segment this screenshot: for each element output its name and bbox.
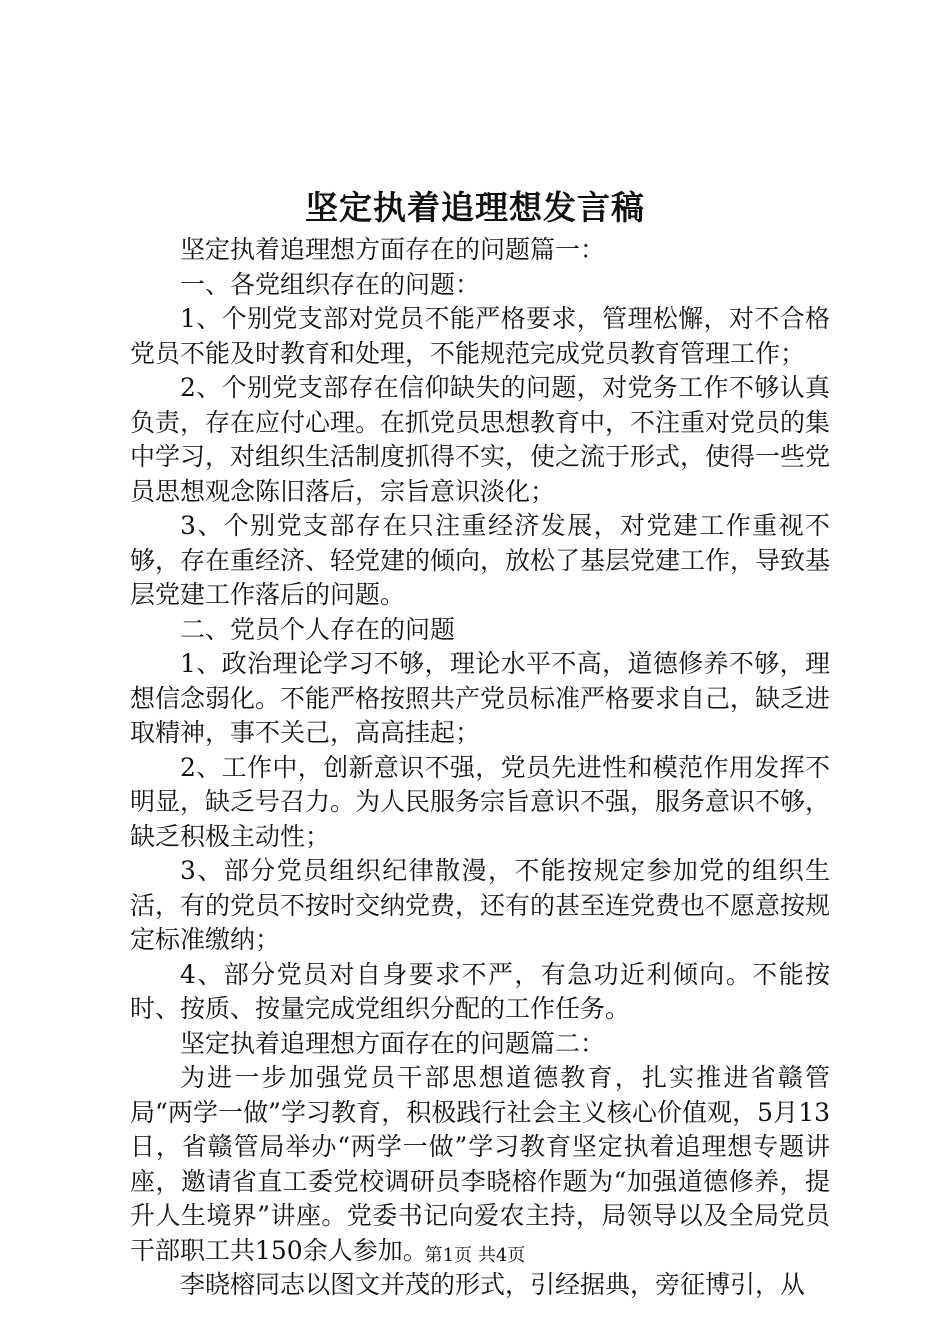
paragraph: 一、各党组织存在的问题： [180,269,481,299]
document-title: 坚定执着追理想发言稿 [305,188,645,227]
page-footer: 第1页 共4页 [424,1245,526,1266]
paragraph: 3、个别党支部存在只注重经济发展，对党建工作重视不够，存在重经济、轻党建的倾向，放松了基层党建工作，导致基层党建工作落后的问题。 [130,511,831,609]
paragraph: 1、政治理论学习不够，理论水平不高，道德修养不够，理想信念弱化。不能严格按照共产党员标准严格要求自己，缺乏进取精神，事不关己，高高挂起； [130,649,831,747]
paragraph: 为进一步加强党员干部思想道德教育，扎实推进省赣管局“两学一做”学习教育，积极践行社会主义核心价值观，5月13日，省赣管局举办“两学一做”学习教育坚定执着追理想专题讲座，邀请省直工委党校调研员李晓榕作题为“加强道德修养，提升人生境界”讲座。党委书记向爱农主持，局领导以及全局党员干部职工共150余人参加。 [130,1063,830,1265]
document-body [130,233,830,1303]
paragraph: 2、个别党支部存在信仰缺失的问题，对党务工作不够认真负责，存在应付心理。在抓党员思想教育中，不注重对党员的集中学习，对组织生活制度抓得不实，使之流于形式，使得一些党员思想观念陈旧落后，宗旨意识淡化； [130,373,831,506]
paragraph: 4、部分党员对自身要求不严，有急功近利倾向。不能按时、按质、按量完成党组织分配的工作任务。 [130,959,830,1023]
paragraph: 二、党员个人存在的问题 [180,614,456,644]
paragraph: 坚定执着追理想方面存在的问题篇二： [180,1028,606,1058]
paragraph: 2、工作中，创新意识不强，党员先进性和模范作用发挥不明显，缺乏号召力。为人民服务宗旨意识不强，服务意识不够，缺乏积极主动性； [130,752,831,851]
paragraph: 3、部分党员组织纪律散漫，不能按规定参加党的组织生活，有的党员不按时交纳党费，还有的甚至连党费也不愿意按规定标准缴纳； [130,856,831,954]
paragraph: 1、个别党支部对党员不能严格要求，管理松懈，对不合格党员不能及时教育和处理，不能规范完成党员教育管理工作； [130,304,830,368]
paragraph: 坚定执着追理想方面存在的问题篇一： [180,235,606,264]
paragraph: 李晓榕同志以图文并茂的形式，引经据典，旁征博引，从 [180,1270,806,1299]
